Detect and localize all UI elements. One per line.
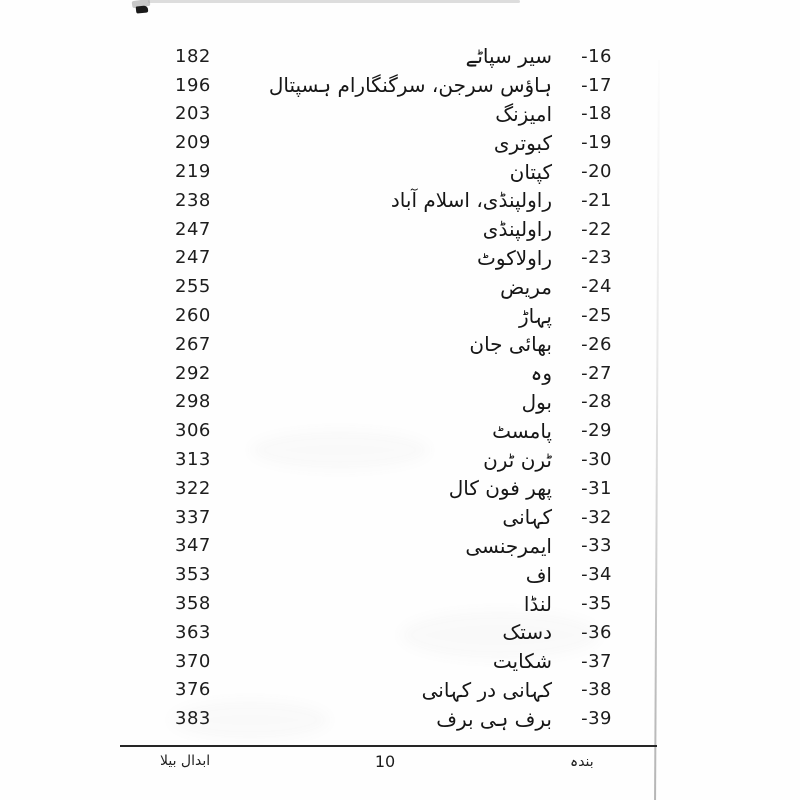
toc-title: پھر فون کال <box>448 476 552 501</box>
toc-row <box>175 704 612 733</box>
toc-entry-number: -33 <box>581 535 612 557</box>
toc-title: سیر سپاٹے <box>465 44 552 69</box>
toc-entry-number: -28 <box>581 391 612 413</box>
toc-row <box>175 503 612 532</box>
toc-page-number: 347 <box>175 535 211 557</box>
toc-page-number: 196 <box>175 74 211 96</box>
toc-page-number: 370 <box>175 650 211 672</box>
footer-page-number: 10 <box>374 752 396 771</box>
toc-entry-number: -26 <box>581 333 612 355</box>
toc-page-number: 255 <box>175 276 211 298</box>
toc-row <box>175 71 612 100</box>
table-of-contents <box>175 42 612 733</box>
toc-entry-number: -17 <box>581 74 612 96</box>
toc-row <box>175 618 612 647</box>
toc-title: کبوتری <box>493 130 552 155</box>
toc-row <box>175 589 612 618</box>
toc-page-number: 358 <box>175 593 211 615</box>
toc-title: پہاڑ <box>518 303 552 328</box>
toc-page-number: 313 <box>175 449 211 471</box>
toc-title: راولپنڈی <box>482 217 552 242</box>
scan-smudge-dark <box>136 5 149 13</box>
toc-entry-number: -22 <box>581 218 612 240</box>
toc-entry-number: -35 <box>581 593 612 615</box>
toc-title: دستک <box>502 620 552 645</box>
toc-title: شکایت <box>492 649 552 674</box>
toc-title: راولپنڈی، اسلام آباد <box>390 188 552 213</box>
toc-title: پامسٹ <box>492 418 552 443</box>
toc-row <box>175 215 612 244</box>
toc-page-number: 209 <box>175 132 211 154</box>
toc-page-number: 353 <box>175 564 211 586</box>
toc-entry-number: -32 <box>581 506 612 528</box>
toc-entry-number: -16 <box>581 45 612 67</box>
toc-entry-number: -31 <box>581 477 612 499</box>
toc-entry-number: -37 <box>581 650 612 672</box>
toc-title: مریض <box>500 274 552 299</box>
toc-title: ایمرجنسی <box>465 533 552 558</box>
footer-author: ابدال بیلا <box>160 753 211 769</box>
toc-row <box>175 128 612 157</box>
toc-row <box>175 676 612 705</box>
toc-entry-number: -19 <box>581 132 612 154</box>
toc-entry-number: -30 <box>581 449 612 471</box>
toc-title: اف <box>525 562 552 587</box>
toc-page-number: 203 <box>175 103 211 125</box>
toc-row <box>175 244 612 273</box>
toc-title: کہانی <box>502 505 552 530</box>
toc-entry-number: -34 <box>581 564 612 586</box>
toc-page-number: 238 <box>175 189 211 211</box>
toc-entry-number: -21 <box>581 189 612 211</box>
toc-title: امیزنگ <box>495 101 552 126</box>
toc-entry-number: -25 <box>581 305 612 327</box>
toc-entry-number: -39 <box>581 708 612 730</box>
toc-title: کہانی در کہانی <box>421 677 552 702</box>
toc-page-number: 337 <box>175 506 211 528</box>
toc-title: برف ہی برف <box>436 706 552 731</box>
toc-row <box>175 388 612 417</box>
toc-page-number: 267 <box>175 333 211 355</box>
toc-row <box>175 474 612 503</box>
toc-row <box>175 42 612 71</box>
toc-row <box>175 186 612 215</box>
toc-entry-number: -38 <box>581 679 612 701</box>
toc-entry-number: -20 <box>581 161 612 183</box>
toc-row <box>175 272 612 301</box>
toc-row <box>175 445 612 474</box>
toc-title: ٹرن ٹرن <box>483 447 552 472</box>
toc-entry-number: -29 <box>581 420 612 442</box>
toc-row <box>175 330 612 359</box>
toc-page-number: 292 <box>175 362 211 384</box>
toc-title: راولاکوٹ <box>477 245 552 270</box>
toc-title: بول <box>521 389 552 414</box>
toc-title: لنڈا <box>523 591 552 616</box>
scan-edge-streak <box>148 0 520 3</box>
toc-entry-number: -18 <box>581 103 612 125</box>
toc-row <box>175 416 612 445</box>
toc-row <box>175 532 612 561</box>
toc-title: کپتان <box>509 159 552 184</box>
toc-entry-number: -23 <box>581 247 612 269</box>
toc-page-number: 306 <box>175 420 211 442</box>
toc-title: وہ <box>530 361 552 386</box>
toc-entry-number: -36 <box>581 621 612 643</box>
toc-page-number: 182 <box>175 45 211 67</box>
toc-page-number: 247 <box>175 218 211 240</box>
toc-title: بھائی جان <box>469 332 552 357</box>
footer-book-title: بندہ <box>570 754 594 770</box>
toc-entry-number: -27 <box>581 362 612 384</box>
toc-row <box>175 560 612 589</box>
toc-page-number: 260 <box>175 305 211 327</box>
toc-row <box>175 157 612 186</box>
toc-entry-number: -24 <box>581 276 612 298</box>
footer-rule <box>120 745 657 747</box>
toc-page-number: 383 <box>175 708 211 730</box>
toc-page-number: 363 <box>175 621 211 643</box>
toc-page-number: 376 <box>175 679 211 701</box>
toc-row <box>175 301 612 330</box>
toc-page-number: 247 <box>175 247 211 269</box>
toc-row <box>175 100 612 129</box>
toc-page-number: 322 <box>175 477 211 499</box>
toc-title: ہاؤس سرجن، سرگنگارام ہسپتال <box>268 73 552 98</box>
page-fold-line <box>654 60 660 800</box>
toc-page-number: 219 <box>175 161 211 183</box>
toc-row <box>175 359 612 388</box>
toc-page-number: 298 <box>175 391 211 413</box>
toc-row <box>175 647 612 676</box>
